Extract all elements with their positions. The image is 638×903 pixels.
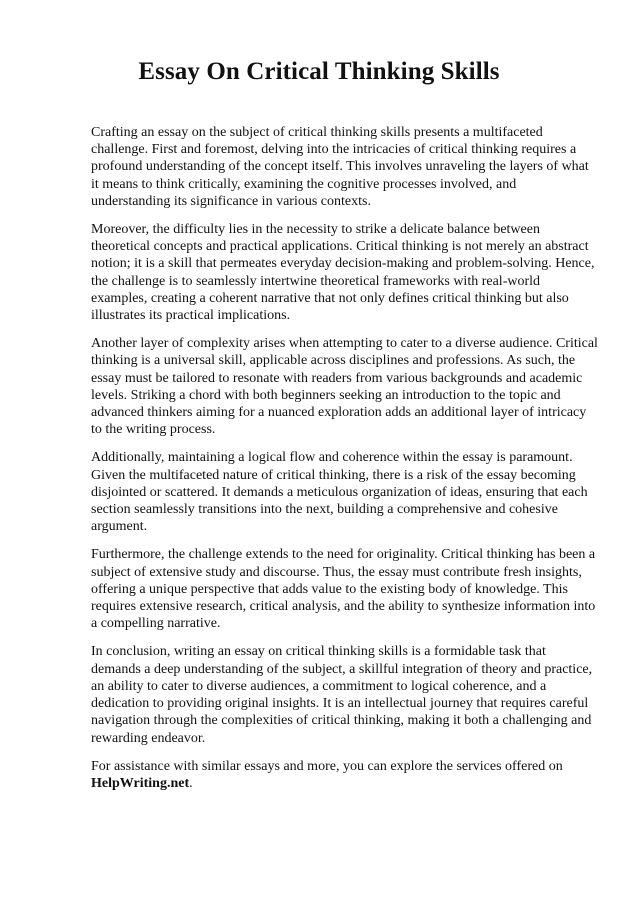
paragraph-6: In conclusion, writing an essay on critical thinking skills is a formidable task that demands a deep understanding of the subject, a skillful integration of theory and practice, an ability to cater to diverse audiences, a commitment to logical coherence, and a dedication to providing original insights. It is an intellectual journey that requires careful navigation through the complexities of critical thinking, making it both a challenging and rewarding endeavor. bbox=[91, 644, 593, 746]
paragraph-4: Additionally, maintaining a logical flow and coherence within the essay is paramount. Given the multifaceted nature of critical thinking, there is a risk of the essay becoming disjointed or scattered. It demands a meticulous organization of ideas, ensuring that each section seamlessly transitions into the next, building a comprehensive and cohesive argument. bbox=[91, 450, 588, 535]
link-suffix: . bbox=[189, 775, 193, 791]
title-wrapper bbox=[0, 58, 638, 86]
paragraph-1: Crafting an essay on the subject of critical thinking skills presents a multifaceted challenge. First and foremost, delving into the intricacies of critical thinking requires a profound understanding of the concept itself. This involves unraveling the layers of what it means to think critically, examining the cognitive processes involved, and understanding its significance in various contexts. bbox=[91, 125, 589, 209]
closing-text: For assistance with similar essays and more, you can explore the services offered on bbox=[91, 758, 563, 774]
page-title: Essay On Critical Thinking Skills bbox=[138, 58, 500, 85]
paragraph-2: Moreover, the difficulty lies in the necessity to strike a delicate balance between theoretical concepts and practical applications. Critical thinking is not merely an abstract notion; it is a skill that permeates everyday decision-making and problem-solving. Hence, the challenge is to seamlessly intertwine theoretical frameworks with real-world examples, creating a coherent narrative that not only defines critical thinking but also illustrates its practical implications. bbox=[91, 222, 595, 324]
helpwriting-link[interactable]: HelpWriting.net bbox=[91, 775, 190, 791]
closing-paragraph bbox=[91, 758, 599, 792]
paragraph-5: Furthermore, the challenge extends to the need for originality. Critical thinking has been a subject of extensive study and discourse. Thus, the essay must contribute fresh insights, offering a unique perspective that adds value to the existing body of knowledge. This requires extensive research, critical analysis, and the ability to synthesize information into a compelling narrative. bbox=[91, 547, 596, 632]
paragraph-3: Another layer of complexity arises when attempting to cater to a diverse audience. Critical thinking is a universal skill, applicable across disciplines and professions. As such, the essay must be tailored to resonate with readers from various backgrounds and academic levels. Striking a chord with both beginners seeking an introduction to the topic and advanced thinkers aiming for a nuanced exploration adds an additional layer of intricacy to the writing process. bbox=[91, 336, 598, 438]
